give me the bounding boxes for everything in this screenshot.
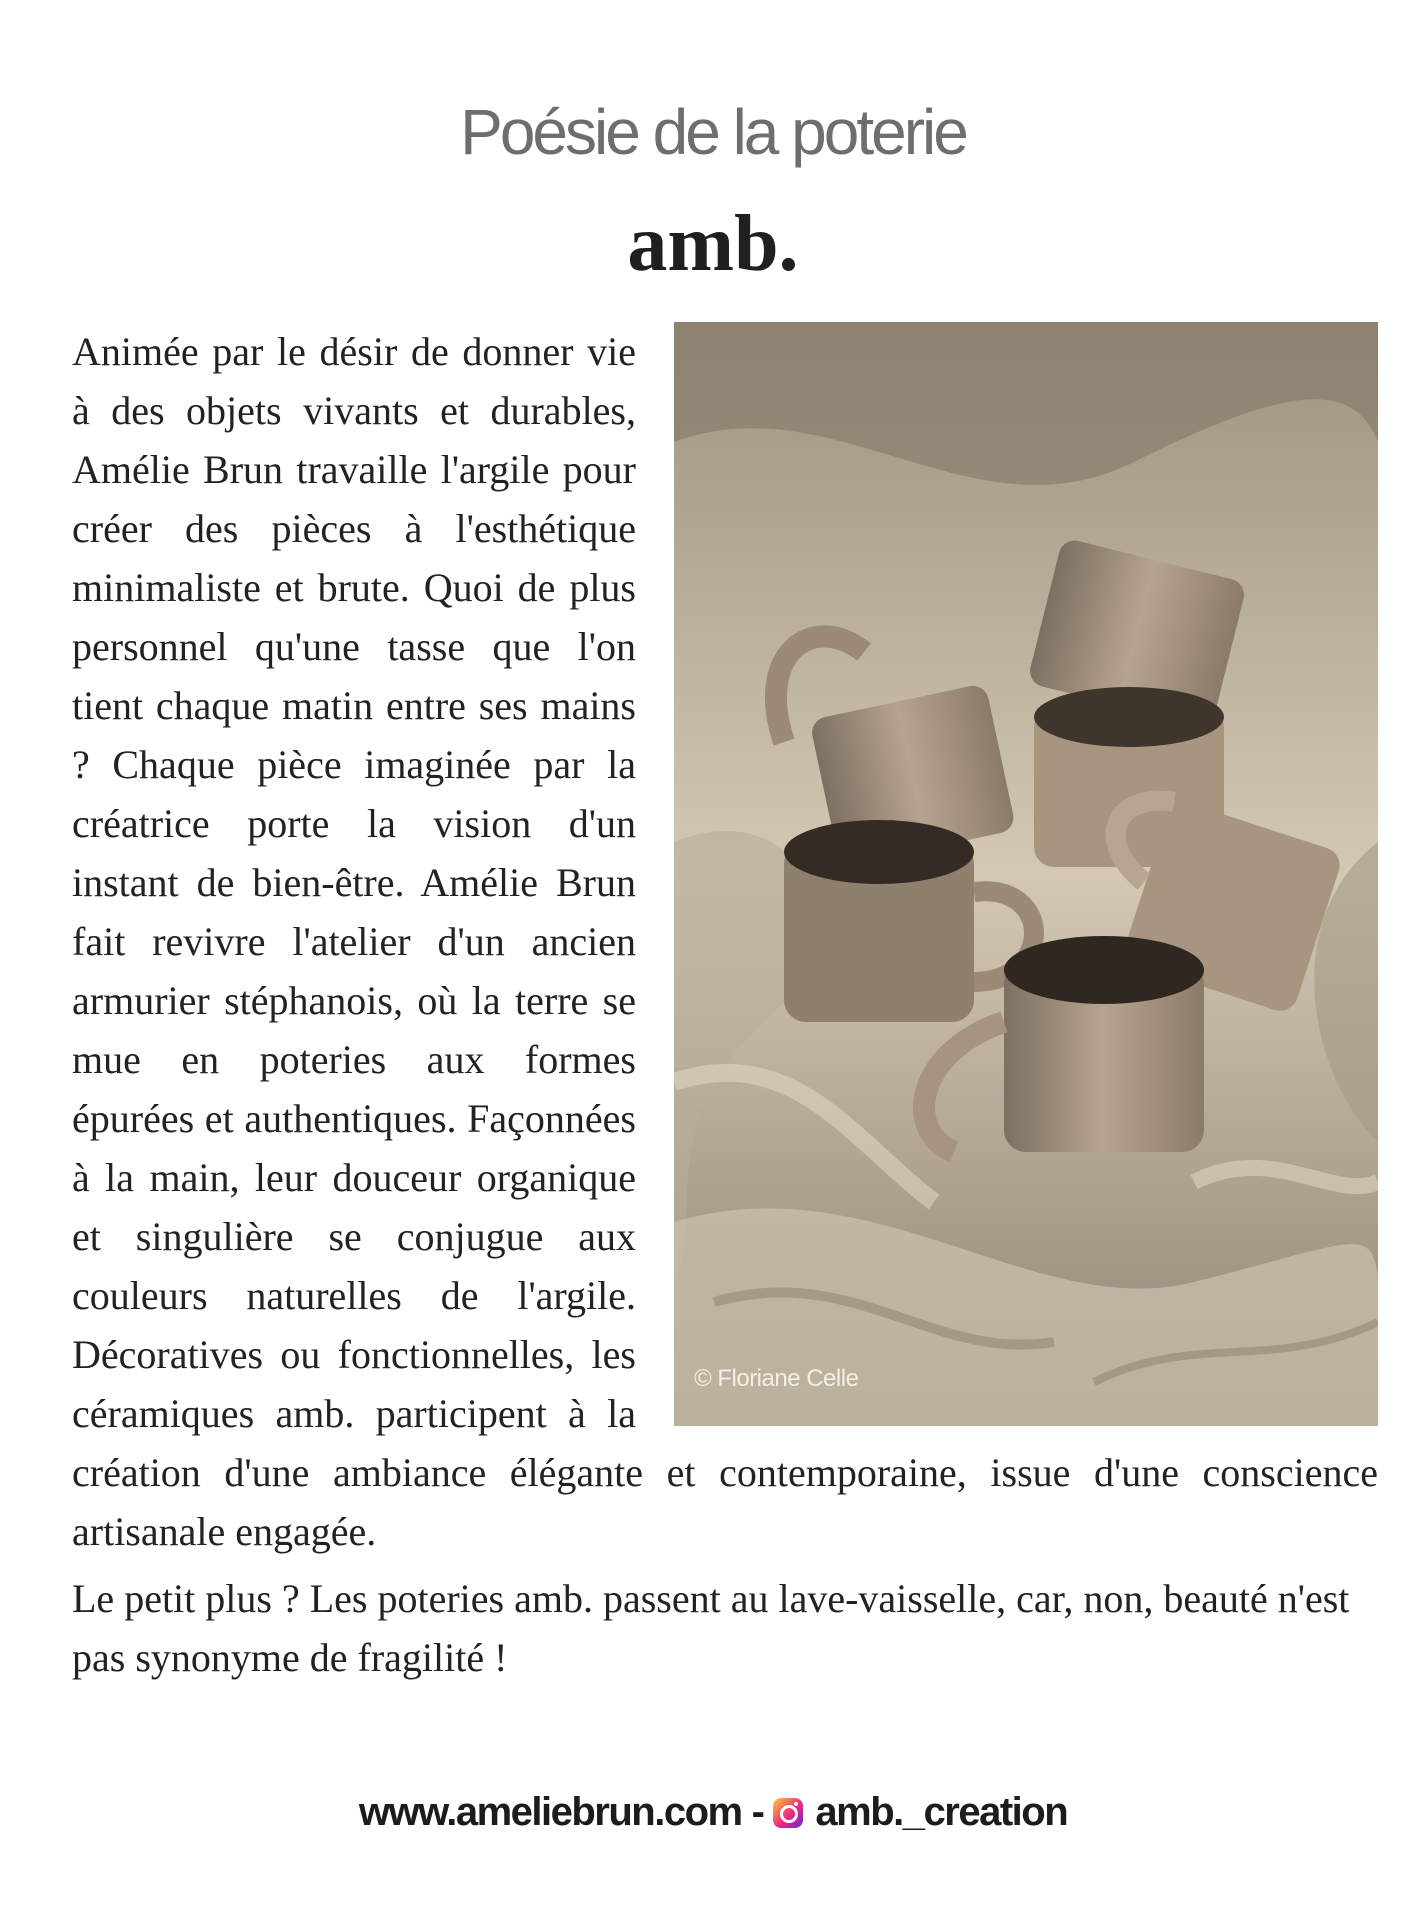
article-paragraph-2: Le petit plus ? Les poteries amb. passent au lave-vaisselle, car, non, beauté n'est pas synonyme de fragilité ! — [72, 1576, 1350, 1680]
footer-separator: - — [751, 1790, 764, 1834]
brand-title: amb. — [627, 200, 799, 288]
instagram-icon[interactable] — [773, 1798, 803, 1828]
article-paragraph-1: Animée par le désir de donner vie à des objets vivants et durables, Amélie Brun travaille l'argile pour créer des pièces à l'esthétique minimaliste et brute. Quoi de plus personnel qu'une tasse que l'on tient chaque matin entre ses mains ? Chaque pièce imaginée par la créatrice porte la vision d'un instant de bien-être. Amélie Brun fait revivre l'atelier d'un ancien armurier stéphanois, où la terre se mue en poteries aux formes épurées et authentiques. Façonnées à la main, leur douceur organique et singulière se conjugue aux couleurs naturelles de l'argile. Décoratives ou fonctionnelles, les céramiques amb. participent à la création d'une ambiance élégante et contemporaine, issue d'une conscience artisanale engagée. — [72, 329, 1378, 1554]
instagram-handle-link[interactable]: amb._creation — [815, 1790, 1068, 1834]
mugs-illustration — [674, 322, 1378, 1426]
article — [72, 322, 1378, 1687]
website-link[interactable]: www.ameliebrun.com — [358, 1790, 742, 1834]
photo-credit: © Floriane Celle — [694, 1365, 859, 1392]
footer — [0, 1790, 1426, 1835]
kicker-title: Poésie de la poterie — [460, 96, 966, 168]
mugs-photo — [674, 322, 1378, 1426]
